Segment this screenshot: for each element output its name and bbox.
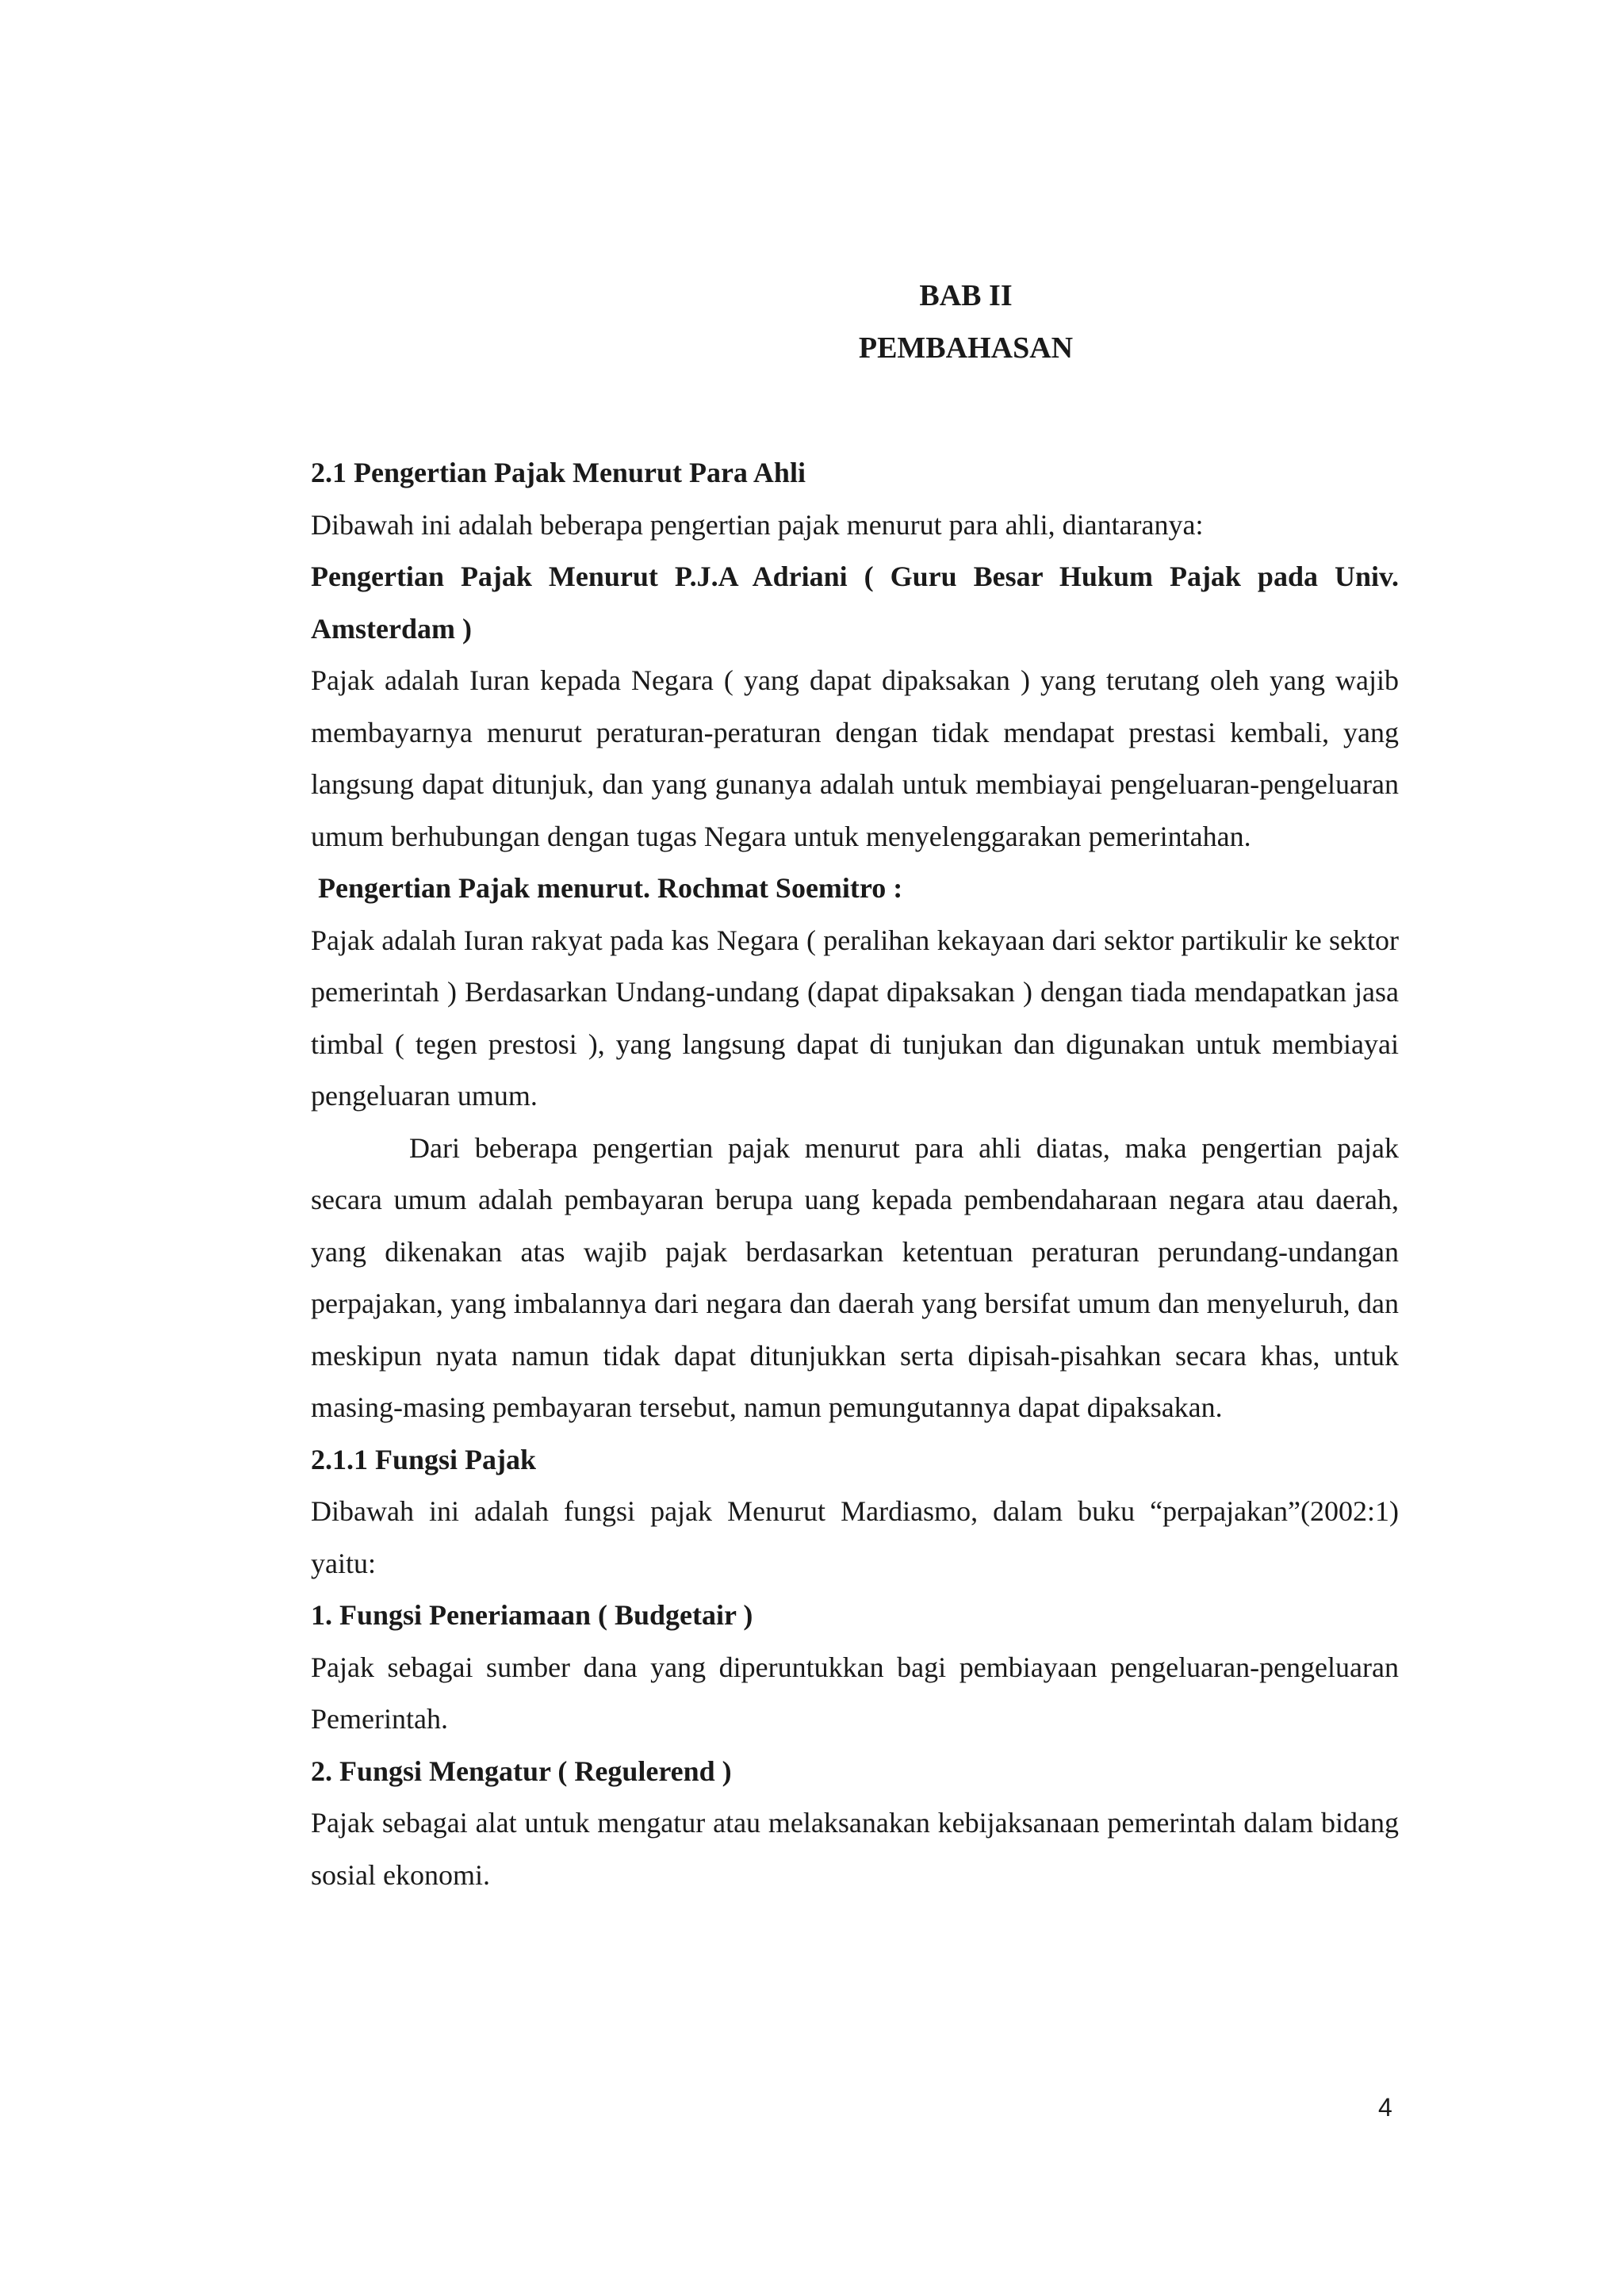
section-heading-2-1-1: 2.1.1 Fungsi Pajak xyxy=(311,1443,537,1475)
function-item-text: Pajak sebagai alat untuk mengatur atau melaksanakan kebijaksanaan pemerintah dalam bidang sosial ekonomi. xyxy=(311,1807,1399,1891)
function-item-text: Pajak sebagai sumber dana yang diperuntukkan bagi pembiayaan pengeluaran-pengeluaran Pemerintah. xyxy=(311,1651,1399,1735)
section-intro: Dibawah ini adalah beberapa pengertian pajak menurut para ahli, diantaranya: xyxy=(311,508,1204,541)
spacer xyxy=(311,374,1399,447)
chapter-number: BAB II xyxy=(919,279,1013,312)
adriani-heading: Pengertian Pajak Menurut P.J.A Adriani ( Guru Besar Hukum Pajak pada Univ. Amsterdam ) xyxy=(311,561,1399,645)
page-number: 4 xyxy=(1378,2093,1392,2122)
summary-paragraph: Dari beberapa pengertian pajak menurut para ahli diatas, maka pengertian pajak secara umum adalah pembayaran berupa uang kepada pembendaharaan negara atau daerah, yang dikenakan atas wajib pajak berdasarkan ketentuan peraturan perundang-undangan perpajakan, yang imbalannya dari negara dan daerah yang bersifat umum dan menyeluruh, dan meskipun nyata namun tidak dapat ditunjukkan serta dipisah-pisahkan secara khas, untuk masing-masing pembayaran tersebut, namun pemungutannya dapat dipaksakan. xyxy=(311,1131,1399,1423)
section-heading-2-1: 2.1 Pengertian Pajak Menurut Para Ahli xyxy=(311,457,806,488)
chapter-heading xyxy=(533,270,1399,374)
function-item-heading: 2. Fungsi Mengatur ( Regulerend ) xyxy=(311,1755,732,1787)
page-content xyxy=(311,270,1399,1901)
rochmat-definition: Pajak adalah Iuran rakyat pada kas Negara ( peralihan kekayaan dari sektor partikulir ke sektor pemerintah ) Berdasarkan Undang-undang (dapat dipaksakan ) dengan tiada mendapatkan jasa timbal ( tegen prestosi ), yang langsung dapat di tunjukan dan digunakan untuk membiayai pengeluaran umum. xyxy=(311,924,1399,1112)
function-intro: Dibawah ini adalah fungsi pajak Menurut Mardiasmo, dalam buku “perpajakan”(2002:1) yaitu: xyxy=(311,1495,1399,1579)
function-item-heading: 1. Fungsi Peneriamaan ( Budgetair ) xyxy=(311,1599,753,1631)
chapter-title: PEMBAHASAN xyxy=(858,331,1074,365)
rochmat-heading: Pengertian Pajak menurut. Rochmat Soemitro : xyxy=(318,872,903,904)
adriani-definition: Pajak adalah Iuran kepada Negara ( yang dapat dipaksakan ) yang terutang oleh yang wajib membayarnya menurut peraturan-peraturan dengan tidak mendapat prestasi kembali, yang langsung dapat ditunjuk, dan yang gunanya adalah untuk membiayai pengeluaran-pengeluaran umum berhubungan dengan tugas Negara untuk menyelenggarakan pemerintahan. xyxy=(311,664,1399,852)
